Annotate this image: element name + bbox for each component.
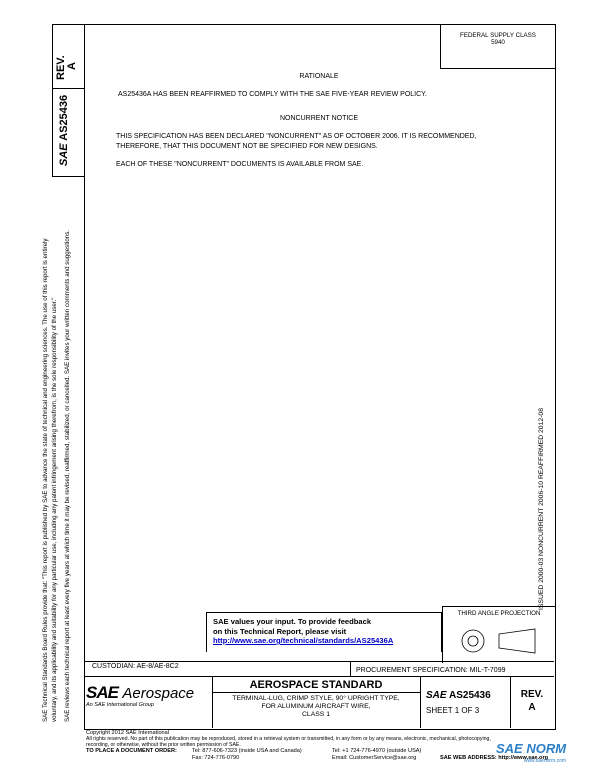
footer-rights: All rights reserved. No part of this publication may be reproduced, stored in a retrieval system or transmitted, in any form or by any means, electronic, mechanical, photocopying, bbox=[86, 736, 491, 742]
side-history: ISSUED 2000-03 NONCURRENT 2006-10 REAFFIRMED 2012-08 bbox=[538, 408, 545, 610]
left-doc-divider bbox=[52, 176, 84, 177]
side-rev bbox=[56, 20, 78, 80]
feedback-link[interactable]: http://www.sae.org/technical/standards/AS25436A bbox=[213, 636, 394, 645]
rev-label: REV. bbox=[520, 689, 544, 700]
feedback-box bbox=[206, 612, 442, 652]
watermark-site: www.saenorm.com bbox=[523, 758, 567, 764]
notice-title: NONCURRENT NOTICE bbox=[279, 115, 359, 122]
rationale-text: AS25436A HAS BEEN REAFFIRMED TO COMPLY WITH THE SAE FIVE-YEAR REVIEW POLICY. bbox=[118, 91, 427, 98]
procurement-spec: PROCUREMENT SPECIFICATION: MIL-T-7099 bbox=[356, 667, 506, 674]
side-rev-label: REV. bbox=[55, 55, 67, 80]
rev-cell bbox=[510, 688, 554, 714]
feedback-line-1: SAE values your input. To provide feedback bbox=[213, 617, 372, 626]
side-disclaimer-3: SAE reviews each technical report at least every five years at which time it may be revised, reaffirmed, stabilized, or cancelled. SAE invites your written comments and suggestions. bbox=[64, 229, 71, 722]
fed-supply-class-box bbox=[440, 24, 555, 69]
logo-sae: SAE bbox=[86, 683, 118, 702]
projection-label: THIRD ANGLE PROJECTION bbox=[457, 610, 541, 617]
notice-text-3: EACH OF THESE "NONCURRENT" DOCUMENTS IS AVAILABLE FROM SAE. bbox=[116, 161, 364, 168]
side-doc-number-text: AS25436 bbox=[58, 94, 70, 141]
standard-title-line bbox=[212, 692, 420, 693]
title-divider bbox=[420, 676, 421, 728]
footer-tel-1: Tel: 877-606-7323 (inside USA and Canada) bbox=[192, 748, 302, 754]
side-sae-logo: SAE bbox=[58, 143, 70, 166]
sae-aerospace-logo bbox=[86, 683, 210, 723]
side-doc-number bbox=[58, 95, 70, 166]
notice-text-1: THIS SPECIFICATION HAS BEEN DECLARED "NONCURRENT" AS OF OCTOBER 2006. IT IS RECOMMENDED, bbox=[116, 133, 477, 140]
logo-tagline: An SAE International Group bbox=[86, 702, 154, 708]
description-3: CLASS 1 bbox=[302, 711, 330, 718]
doc-number: AS25436 bbox=[448, 690, 491, 701]
side-disclaimer-1: SAE Technical Standards Board Rules provide that: "This report is published by SAE to advance the state of technical and engineering sciences. The use of this report is entirely bbox=[42, 238, 49, 722]
feedback-line-2: on this Technical Report, please visit bbox=[213, 626, 347, 636]
footer-fax-1: Fax: 724-776-0790 bbox=[192, 755, 240, 761]
footer-tel-2: Tel: +1 724-776-4970 (outside USA) bbox=[332, 748, 422, 754]
projection-box bbox=[442, 606, 555, 663]
side-rev-value: A bbox=[66, 62, 78, 70]
footer-copyright: Copyright 2012 SAE International bbox=[86, 730, 170, 736]
third-angle-projection-icon bbox=[443, 621, 555, 661]
sae-norm-watermark bbox=[496, 740, 566, 764]
footer-rights-2: recording, or otherwise, without the prior written permission of SAE. bbox=[86, 742, 241, 748]
notice-text-2: THEREFORE, THAT THIS DOCUMENT NOT BE SPECIFIED FOR NEW DESIGNS. bbox=[116, 143, 378, 150]
description-2: FOR ALUMINUM AIRCRAFT WIRE, bbox=[261, 703, 371, 710]
standard-title: AEROSPACE STANDARD bbox=[249, 679, 383, 691]
fed-supply-class-label: FEDERAL SUPPLY CLASS bbox=[460, 32, 536, 39]
doc-number-cell bbox=[426, 690, 491, 701]
custodian-divider bbox=[350, 662, 351, 676]
fed-supply-class-value: 5940 bbox=[491, 39, 505, 46]
title-block-top-line bbox=[84, 676, 554, 677]
side-disclaimer-2: voluntary, and its applicability and suitability for any particular use, including any patent infringement arising therefrom, is the sole responsibility of the user." bbox=[51, 297, 58, 722]
description-1: TERMINAL-LUG, CRIMP STYLE, 90° UPRIGHT TYPE, bbox=[232, 695, 400, 702]
logo-aerospace: Aerospace bbox=[122, 685, 195, 702]
rev-value: A bbox=[528, 702, 536, 713]
watermark-brand: SAE NORM bbox=[496, 741, 567, 756]
custodian: CUSTODIAN: AE-8/AE-8C2 bbox=[92, 663, 179, 670]
rationale-title: RATIONALE bbox=[299, 73, 339, 80]
left-rev-divider bbox=[52, 88, 84, 89]
footer-order-label: TO PLACE A DOCUMENT ORDER: bbox=[86, 748, 177, 754]
doc-sae-logo: SAE bbox=[426, 690, 447, 701]
sheet-number: SHEET 1 OF 3 bbox=[426, 706, 480, 715]
left-column-edge bbox=[52, 24, 53, 176]
footer-web: SAE WEB ADDRESS: http://www.sae.org bbox=[440, 755, 549, 761]
custodian-top-line bbox=[84, 661, 554, 662]
footer-email: Email: CustomerService@sae.org bbox=[332, 755, 417, 761]
